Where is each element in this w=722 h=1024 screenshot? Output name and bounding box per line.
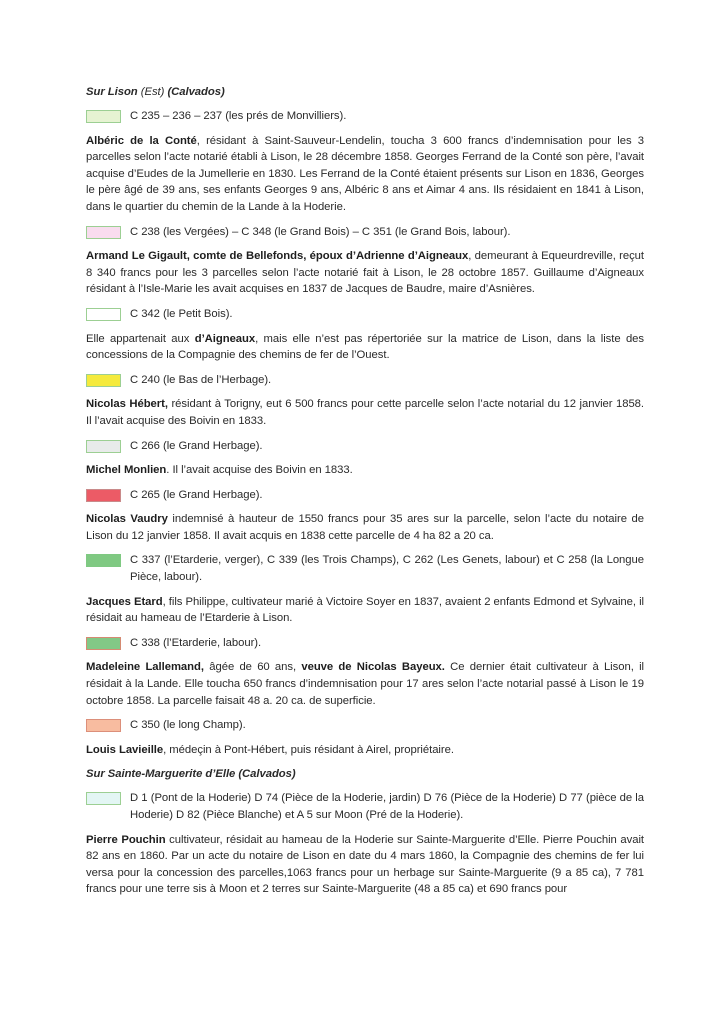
owner-details: indemnisé à hauteur de 1550 francs pour 35 ares sur la parcelle, selon l’acte du notaire de Lison du 12 janvier 1858. Il avait acquis en 1838 cette parcelle de 4 ha 82 a 20 ca. — [86, 513, 644, 542]
parcel-line — [86, 108, 644, 125]
owner-paragraph — [86, 133, 644, 216]
owner-paragraph — [86, 396, 644, 429]
parcel-line — [86, 790, 644, 823]
color-swatch — [86, 226, 121, 239]
owner-name: Pierre Pouchin — [86, 833, 166, 846]
color-swatch — [86, 637, 121, 650]
owner-paragraph — [86, 659, 644, 709]
parcel-references: C 337 (l’Etarderie, verger), C 339 (les Trois Champs), C 262 (Les Genets, labour) et C 258 (la Longue Pièce, labour). — [130, 554, 644, 584]
owner-intro: Elle appartenait aux — [86, 332, 195, 345]
parcel-line — [86, 306, 644, 323]
parcel-references: C 238 (les Vergées) – C 348 (le Grand Bois) – C 351 (le Grand Bois, labour). — [130, 225, 511, 238]
owner-details: , demeurant à Equeurdreville, reçut 8 340 francs pour les 3 parcelles selon l’acte notarié fait à Lison, le 28 octobre 1857. Guillaume d’Aigneaux résidant à l’Isle-Marie les avait acquises en 1837 de Jacques de Baudre, maire d’Asnières. — [86, 250, 644, 296]
owner-paragraph — [86, 248, 644, 298]
owner-paragraph — [86, 462, 644, 479]
owner-age: âgée de 60 ans, — [203, 661, 302, 674]
parcel-line — [86, 438, 644, 455]
owner-paragraph — [86, 832, 644, 898]
parcel-line — [86, 635, 644, 652]
owner-details: . Il l’avait acquise des Boivin en 1833. — [166, 464, 353, 477]
owner-name: Madeleine Lallemand, — [86, 661, 204, 674]
document-page — [86, 84, 644, 906]
owner-name: Michel Monlien — [86, 464, 167, 477]
color-swatch — [86, 374, 121, 387]
parcel-references: C 342 (le Petit Bois). — [130, 307, 233, 320]
owner-name: Albéric de la Conté — [86, 134, 197, 147]
owner-details: , fils Philippe, cultivateur marié à Victoire Soyer en 1837, avaient 2 enfants Edmond et Sylvaine, il résidait au hameau de l’Etarderie à Lison. — [86, 595, 644, 625]
owner-spouse: veuve de Nicolas Bayeux. — [301, 661, 445, 674]
parcel-line — [86, 487, 644, 504]
owner-name: d’Aigneaux — [194, 332, 256, 345]
owner-name: Louis Lavieille — [86, 743, 164, 756]
owner-name: Armand Le Gigault, comte de Bellefonds, époux d’Adrienne d’Aigneaux — [86, 250, 469, 263]
owner-details: Ce dernier était cultivateur à Lison, il résidait à la Lande. Elle toucha 650 francs d’indemnisation pour 17 ares selon l’acte notarial passé à Lison le 19 octobre 1858. La parcelle faisait 48 a. 20 ca. de superficie. — [86, 661, 644, 707]
section-heading-lison — [86, 84, 644, 100]
owner-paragraph — [86, 331, 644, 364]
owner-name: Nicolas Vaudry — [86, 513, 168, 526]
owner-paragraph — [86, 511, 644, 544]
owner-name: Nicolas Hébert, — [86, 398, 168, 411]
parcel-references: C 235 – 236 – 237 (les prés de Monvilliers). — [130, 110, 347, 122]
parcel-references: C 266 (le Grand Herbage). — [130, 439, 263, 452]
color-swatch — [86, 719, 121, 732]
owner-details: , mais elle n’est pas répertoriée sur la matrice de Lison, dans la liste des concessions de la Compagnie des chemins de fer de l’Ouest. — [86, 332, 645, 362]
color-swatch — [86, 554, 121, 567]
color-swatch — [86, 792, 121, 805]
parcel-references: D 1 (Pont de la Hoderie) D 74 (Pièce de la Hoderie, jardin) D 76 (Pièce de la Hoderie) D 77 (pièce de la Hoderie) D 82 (Pièce Blanche) et A 5 sur Moon (Pré de la Hoderie). — [130, 792, 644, 821]
parcel-references: C 265 (le Grand Herbage). — [130, 488, 263, 501]
color-swatch — [86, 440, 121, 453]
color-swatch — [86, 110, 121, 123]
owner-paragraph — [86, 742, 644, 759]
parcel-line — [86, 372, 644, 389]
heading-place: Sur Lison — [86, 86, 138, 98]
parcel-references: C 350 (le long Champ). — [130, 719, 246, 732]
section-heading-sainte-marguerite — [86, 766, 644, 782]
color-swatch — [86, 489, 121, 502]
parcel-line — [86, 224, 644, 241]
owner-details: , résidant à Saint-Sauveur-Lendelin, toucha 3 600 francs d’indemnisation pour les 3 parcelles selon l’acte notarié établi à Lison, le 28 décembre 1858. Georges Ferrand de la Conté son père, l’avait acquise d’Eudes de la Jumellerie en 1830. Les Ferrand de la Conté étaient présents sur Lison en 1836, Georges le père âgé de 39 ans, ses enfants Georges 9 ans, Albéric 8 ans et Aimar 4 ans. Ils résidaient en 1841 à Lison, dans le quartier du chemin de la Lande à la Hoderie. — [86, 134, 645, 213]
color-swatch — [86, 308, 121, 321]
heading-place: Sur Sainte-Marguerite d’Elle (Calvados) — [86, 768, 296, 781]
parcel-line — [86, 717, 644, 734]
parcel-references: C 240 (le Bas de l’Herbage). — [130, 373, 272, 386]
owner-details: résidant à Torigny, eut 6 500 francs pour cette parcelle selon l’acte notarial du 12 janvier 1858. Il l’avait acquise des Boivin en 1833. — [86, 398, 645, 427]
owner-details: , médeçin à Pont-Hébert, puis résidant à Airel, propriétaire. — [163, 743, 454, 756]
heading-department: (Calvados) — [167, 86, 225, 98]
owner-name: Jacques Etard — [86, 595, 163, 608]
parcel-line — [86, 552, 644, 585]
owner-paragraph — [86, 594, 644, 627]
owner-details: cultivateur, résidait au hameau de la Hoderie sur Sainte-Marguerite d’Elle. Pierre Pouchin avait 82 ans en 1860. Par un acte du notaire de Lison en date du 4 mars 1860, la Compagnie des chemins de fer lui versa pour la concession des parcelles,1063 francs pour un herbage sur Sainte-Marguerite (9 a 85 ca), 7 781 francs pour une terre sis à Moon et 2 terres sur Sainte-Marguerite (48 a 85 ca) et 690 francs pour — [86, 833, 644, 896]
heading-qualifier: (Est) — [137, 86, 168, 98]
parcel-references: C 338 (l’Etarderie, labour). — [130, 636, 262, 649]
